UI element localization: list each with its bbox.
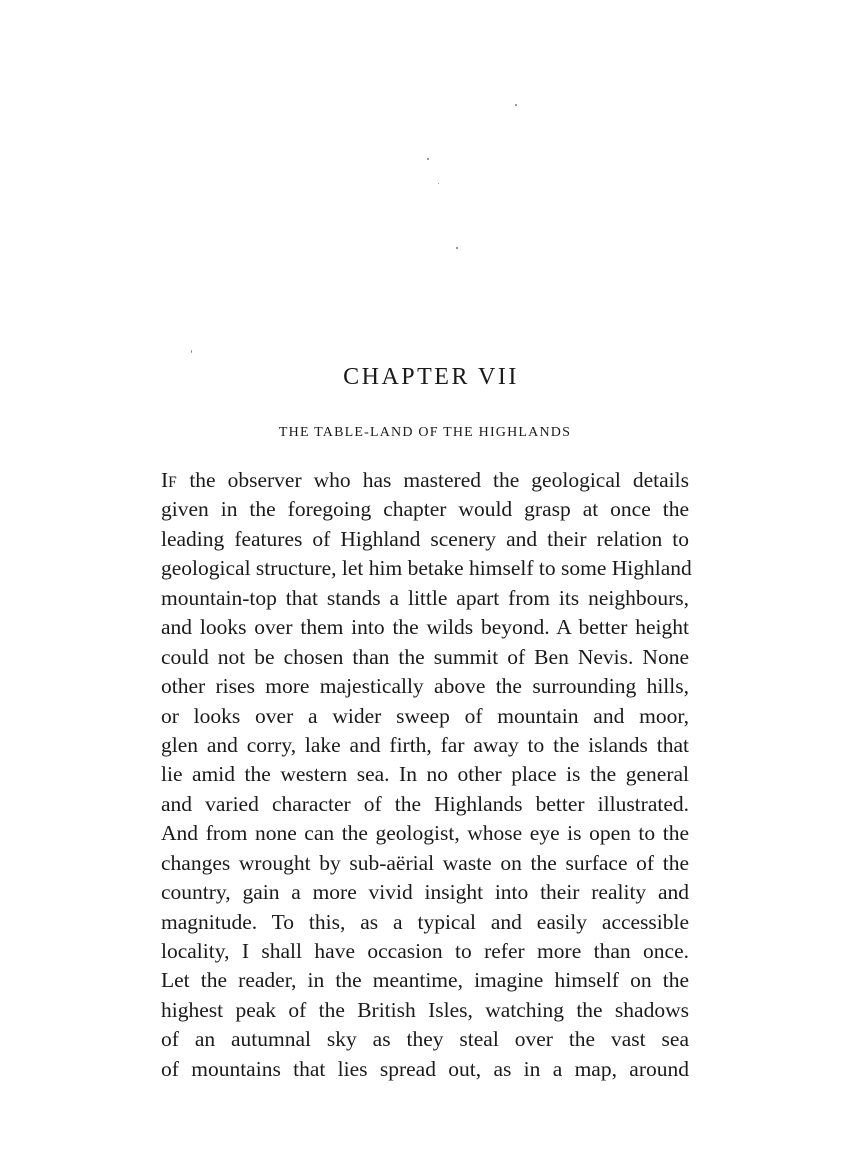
text-line: country, gain a more vivid insight into their reality and (161, 880, 689, 905)
paper-speck (515, 104, 517, 106)
text-line: could not be chosen than the summit of Ben Nevis. None (161, 644, 689, 669)
paper-speck (438, 183, 439, 184)
text-line: leading features of Highland scenery and their relation to (161, 526, 689, 551)
paper-speck (427, 158, 429, 160)
chapter-heading: CHAPTER VII (343, 364, 519, 390)
text-line: and looks over them into the wilds beyond. A better height (161, 615, 689, 640)
text-line: of an autumnal sky as they steal over the vast sea (161, 1027, 689, 1052)
text-line: given in the foregoing chapter would grasp at once the (161, 497, 689, 522)
text-line: other rises more majestically above the surrounding hills, (161, 674, 689, 699)
text-line: glen and corry, lake and firth, far away to the islands that (161, 732, 689, 757)
text-line: changes wrought by sub-aërial waste on the surface of the (161, 850, 689, 875)
body-text (161, 466, 692, 1084)
text-line: and varied character of the Highlands better illustrated. (161, 791, 689, 816)
text-line-content: the observer who has mastered the geological details (177, 468, 689, 492)
paper-speck (456, 247, 458, 249)
text-line: locality, I shall have occasion to refer more than once. (161, 939, 689, 963)
text-line: of mountains that lies spread out, as in a map, around (161, 1056, 689, 1081)
text-line: magnitude. To this, as a typical and easily accessible (161, 909, 689, 934)
text-line: And from none can the geologist, whose eye is open to the (161, 821, 689, 846)
text-line: geological structure, let him betake himself to some Highland (161, 556, 692, 581)
text-line: lie amid the western sea. In no other place is the general (161, 762, 689, 787)
chapter-title: THE TABLE-LAND OF THE HIGHLANDS (278, 425, 572, 440)
text-line: highest peak of the British Isles, watching the shadows (161, 997, 689, 1022)
paper-speck (191, 350, 192, 353)
text-line: mountain-top that stands a little apart from its neighbours, (161, 585, 689, 610)
dropcap-smallcap: F (168, 474, 178, 491)
text-line (161, 466, 689, 495)
text-line: Let the reader, in the meantime, imagine himself on the (161, 968, 689, 993)
dropcap: I (161, 468, 169, 492)
text-line: or looks over a wider sweep of mountain and moor, (161, 703, 689, 728)
